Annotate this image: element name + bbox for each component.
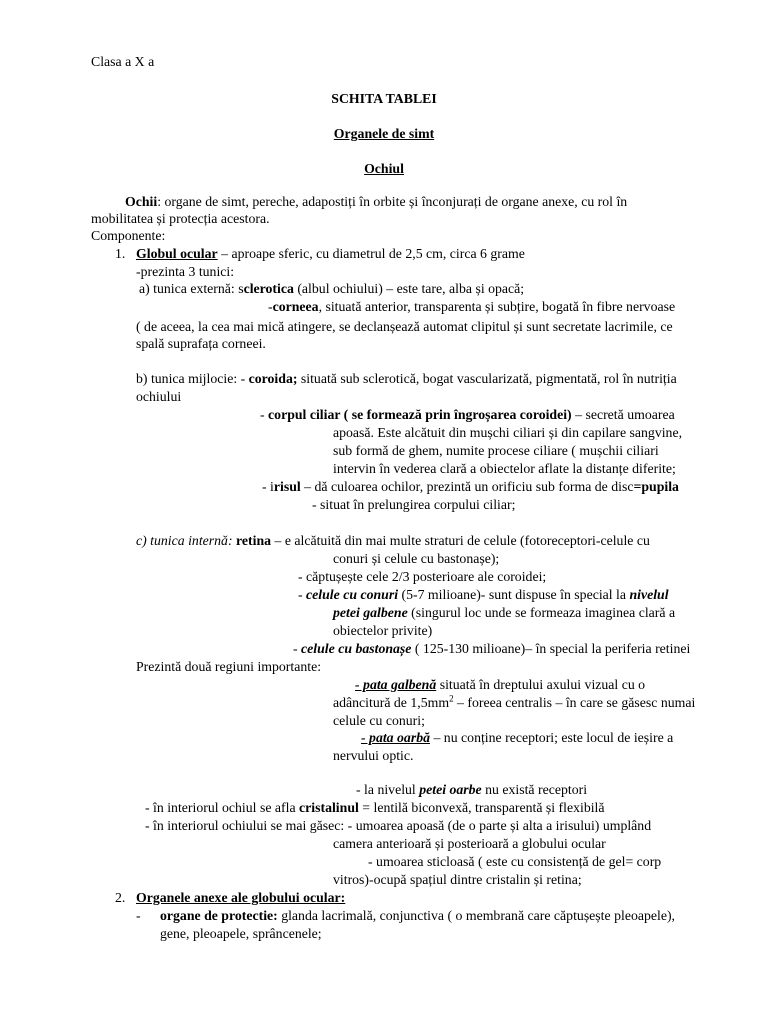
conuri-dash: -: [298, 587, 307, 602]
corneea-line: [268, 298, 675, 315]
petei-galbene-term: petei galbene: [333, 605, 408, 620]
topic-title: Ochiul: [364, 161, 404, 176]
tunica-mijlocie-label: b) tunica mijlocie: -: [136, 371, 249, 386]
pata-oarba-desc: – nu conține receptori; este locul de ieșire a: [430, 730, 674, 745]
sclerotica-term: clerotica: [243, 281, 294, 296]
tunici-line: -prezinta 3 tunici:: [136, 264, 235, 279]
bastonase-line: [293, 640, 690, 657]
coroida-term: coroida;: [248, 371, 298, 386]
organe-protectie-term: organe de protectie:: [160, 908, 278, 923]
section-2-dash: -: [136, 908, 141, 923]
section-1-number: 1.: [115, 246, 126, 261]
tunica-interna-line: [136, 532, 650, 549]
globul-ocular-term: Globul ocular: [136, 246, 218, 261]
corpul-ciliar-line-2: apoasă. Este alcătuit din mușchi ciliari și din capilare sangvine,: [333, 425, 683, 440]
retina-line-2: conuri și celule cu bastonașe);: [333, 551, 500, 566]
corpul-ciliar-term: corpul ciliar ( se formează prin îngroșarea coroidei): [268, 407, 572, 422]
foreea-centralis: – foreea centralis – în care se găsesc numai: [453, 695, 696, 710]
section-2-heading: Organele anexe ale globului ocular:: [136, 890, 346, 905]
class-label: Clasa a X a: [91, 54, 155, 69]
organe-protectie-line: [160, 907, 675, 924]
no-receptors-rest: nu există receptori: [481, 782, 588, 797]
umori-line-4: vitros)-ocupă spațiul dintre cristalin și retina;: [333, 872, 582, 887]
cristalin-line: [145, 799, 605, 816]
bastonase-desc: ( 125-130 milioane)– în special la periferia retinei: [411, 641, 691, 656]
petei-oarbe-term: petei oarbe: [419, 782, 482, 797]
irisul-term: risul: [273, 479, 301, 494]
tunica-externa-label: a) tunica externă: s: [139, 281, 244, 296]
pata-galbena-line-2: [333, 694, 695, 711]
corpul-ciliar-line: [260, 406, 675, 423]
no-receptors-line: [356, 781, 587, 798]
pata-oarba-line: [361, 729, 673, 746]
tunica-mijlocie-line: [136, 370, 677, 387]
tunica-interna-label: c) tunica internă:: [136, 533, 233, 548]
no-receptors-pre: - la nivelul: [356, 782, 420, 797]
conuri-line: [298, 586, 669, 603]
conuri-desc-2: (singurul loc unde se formeaza imaginea clară a: [407, 605, 676, 620]
umori-line-2: camera anterioară și posterioară a globului ocular: [333, 836, 606, 851]
corneea-term: corneea: [272, 299, 319, 314]
pata-galbena-term: - pata galbenă: [355, 677, 437, 692]
irisul-desc: – dă culoarea ochilor, prezintă un orificiu sub forma de disc: [300, 479, 634, 494]
conuri-nivel: nivelul: [629, 587, 669, 602]
regiuni-line: Prezintă două regiuni importante:: [136, 659, 322, 674]
retina-term: retina: [232, 533, 272, 548]
tunica-externa-line: [139, 280, 524, 297]
retina-line-3: - căptușește cele 2/3 posterioare ale coroidei;: [298, 569, 547, 584]
umori-line-3: - umoarea sticloasă ( este cu consistență de gel= corp: [368, 854, 662, 869]
globul-ocular-desc: – aproape sferic, cu diametrul de 2,5 cm, circa 6 grame: [217, 246, 525, 261]
irisul-line: [262, 478, 679, 495]
conuri-line-2: [333, 604, 675, 621]
conuri-desc: (5-7 milioane)- sunt dispuse în special la: [398, 587, 630, 602]
corneea-desc: , situată anterior, transparenta și subțire, bogată în fibre nervoase: [318, 299, 676, 314]
pata-oarba-line-2: nervului optic.: [333, 748, 414, 763]
bastonase-dash: -: [293, 641, 302, 656]
intro-term: Ochii: [125, 194, 158, 209]
corneea-dash: -: [268, 299, 273, 314]
irisul-line-2: - situat în prelungirea corpului ciliar;: [312, 497, 516, 512]
corneea-line-3: spală suprafața corneei.: [136, 336, 266, 351]
retina-desc: – e alcătuită din mai multe straturi de celule (fotoreceptori-celule cu: [271, 533, 650, 548]
pata-galbena-line: [355, 676, 645, 693]
subtitle: Organele de simt: [333, 126, 435, 141]
conuri-line-3: obiectelor privite): [333, 623, 433, 638]
intro-line-1: [125, 193, 627, 210]
pupila-term: =pupila: [633, 479, 679, 494]
coroida-desc: situată sub sclerotică, bogat vascularizată, pigmentată, rol în nutriția: [297, 371, 677, 386]
cristalin-term: cristalinul: [299, 800, 359, 815]
intro-line-2: mobilitatea și protecția acestora.: [91, 211, 270, 226]
cristalin-desc: = lentilă biconvexă, transparentă și flexibilă: [358, 800, 605, 815]
pata-oarba-term: - pata oarbă: [361, 730, 430, 745]
corpul-ciliar-line-3: sub formă de ghem, numite procese ciliare ( mușchii ciliari: [333, 443, 659, 458]
section-1-heading: [136, 245, 525, 262]
corneea-line-2: ( de aceea, la cea mai mică atingere, se declanșează automat clipitul și sunt secretate lacrimile, ce: [136, 319, 673, 334]
organe-protectie-desc: glanda lacrimală, conjunctiva ( o membrană care căptușește pleoapele),: [277, 908, 675, 923]
main-title: SCHITA TABLEI: [331, 91, 437, 106]
pata-galbena-adancitura: adâncitură de 1,5mm: [333, 695, 450, 710]
section-2-number: 2.: [115, 890, 126, 905]
components-label: Componente:: [91, 228, 166, 243]
superscript-2: 2: [449, 693, 454, 704]
corpul-ciliar-dash: -: [260, 407, 269, 422]
bastonase-term: celule cu bastonașe: [301, 641, 412, 656]
organe-protectie-line-2: gene, pleoapele, sprâncenele;: [160, 926, 322, 941]
intro-text: : organe de simt, pereche, adapostiți în orbite și înconjurați de organe anexe, cu rol în: [157, 194, 628, 209]
conuri-term: celule cu conuri: [306, 587, 399, 602]
pata-galbena-line-3: celule cu conuri;: [333, 713, 425, 728]
irisul-dash: - i: [262, 479, 274, 494]
cristalin-pre: - în interiorul ochiul se afla: [145, 800, 300, 815]
pata-galbena-desc: situată în dreptului axului vizual cu o: [436, 677, 646, 692]
umori-line-1: - în interiorul ochiului se mai găsec: - umoarea apoasă (de o parte și alta a irisului) umplând: [145, 818, 652, 833]
coroida-line-2: ochiului: [136, 389, 182, 404]
corpul-ciliar-desc: – secretă umoarea: [571, 407, 675, 422]
corpul-ciliar-line-4: intervin în vederea clară a obiectelor aflate la distanțe diferite;: [333, 461, 676, 476]
sclerotica-desc: (albul ochiului) – este tare, alba și opacă;: [293, 281, 525, 296]
